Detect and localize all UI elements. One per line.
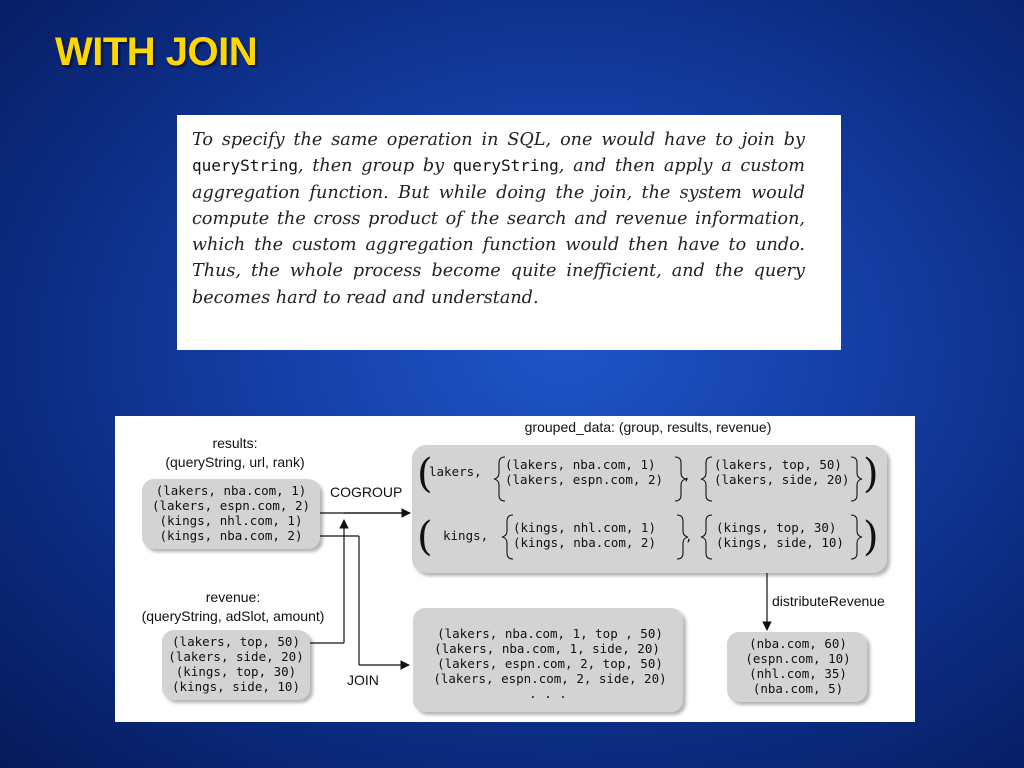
group-revenue-row: (lakers, top, 50) (714, 457, 842, 472)
paper-excerpt (177, 115, 841, 350)
tuple-open-paren: ( (417, 514, 433, 560)
tuple-open-paren: ( (417, 451, 433, 497)
join-row: (lakers, nba.com, 1, top , 50) (437, 626, 663, 641)
cogroup-label: COGROUP (330, 484, 403, 500)
results-schema: (queryString, url, rank) (165, 454, 305, 470)
group-revenue-row: (kings, top, 30) (716, 520, 837, 535)
revenue-row: (lakers, side, 20) (168, 649, 304, 664)
excerpt-text: To specify the same operation in SQL, one would have to join by (192, 130, 805, 150)
join-row: (lakers, nba.com, 1, side, 20) (434, 641, 660, 656)
tuple-close-paren: ) (863, 514, 879, 560)
distribute-label: distributeRevenue (772, 593, 885, 609)
grouped-data-title: grouped_data: (group, results, revenue) (524, 419, 772, 435)
diagram-canvas (115, 416, 915, 722)
join-label: JOIN (347, 672, 379, 688)
group-result-row: (lakers, espn.com, 2) (505, 472, 664, 487)
distributed-row: (nba.com, 5) (752, 681, 844, 696)
group-result-row: (kings, nba.com, 2) (513, 535, 656, 550)
query-string-code: queryString (192, 156, 298, 176)
group-revenue-row: (lakers, side, 20) (714, 472, 850, 487)
revenue-row: (lakers, top, 50) (172, 634, 300, 649)
revenue-row: (kings, side, 10) (172, 679, 300, 694)
results-label: results: (212, 435, 258, 451)
distributed-row: (espn.com, 10) (745, 651, 851, 666)
tuple-separator: , (685, 529, 693, 544)
group-key: kings, (443, 528, 489, 543)
join-ellipsis: . . . (529, 686, 567, 701)
distributed-row: (nhl.com, 35) (749, 666, 847, 681)
revenue-label: revenue: (205, 589, 261, 605)
slide-title: WITH JOIN (55, 30, 258, 74)
results-row: (kings, nba.com, 2) (159, 528, 303, 543)
results-row: (lakers, espn.com, 2) (151, 498, 311, 513)
results-row: (kings, nhl.com, 1) (159, 513, 303, 528)
join-row: (lakers, espn.com, 2, top, 50) (437, 656, 663, 671)
query-string-code: queryString (452, 156, 559, 176)
excerpt-paragraph (192, 127, 805, 311)
group-revenue-row: (kings, side, 10) (716, 535, 844, 550)
excerpt-text: , and then apply a custom aggregation function. But while doing the join, the system would compute the cross product of the search and revenue information, which the custom aggregation function would then have to undo. Thus, the whole process become quite inefficient, and the query becomes hard to read and understand. (192, 156, 805, 308)
results-row: (lakers, nba.com, 1) (155, 483, 307, 498)
group-result-row: (lakers, nba.com, 1) (505, 457, 656, 472)
distributed-row: (nba.com, 60) (749, 636, 847, 651)
tuple-close-paren: ) (863, 451, 879, 497)
tuple-separator: , (683, 468, 691, 483)
group-key: lakers, (429, 464, 482, 479)
excerpt-text: , then group by (297, 156, 453, 177)
join-row: (lakers, espn.com, 2, side, 20) (433, 671, 667, 686)
revenue-row: (kings, top, 30) (175, 664, 297, 679)
revenue-schema: (queryString, adSlot, amount) (141, 608, 325, 624)
group-result-row: (kings, nhl.com, 1) (513, 520, 656, 535)
cogroup-vs-join-diagram (115, 416, 915, 722)
